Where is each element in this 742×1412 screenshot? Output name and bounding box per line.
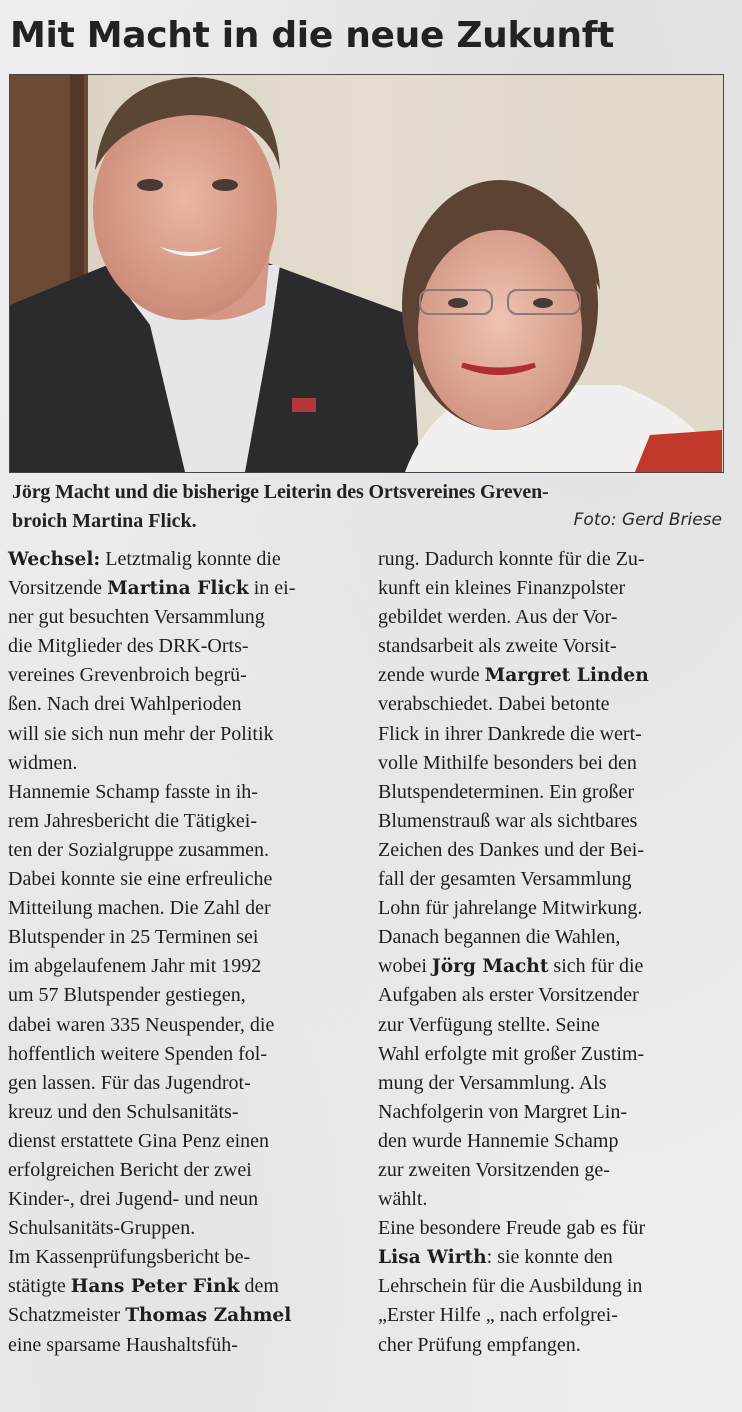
- text-line: ner gut besuchten Versammlung: [8, 606, 265, 629]
- text-line: erfolgreichen Bericht der zwei: [8, 1158, 252, 1181]
- text-line: gen lassen. Für das Jugendrot-: [8, 1071, 251, 1094]
- person-name: Martina Flick: [107, 578, 249, 600]
- text-line: rem Jahresbericht die Tätigkei-: [8, 809, 257, 832]
- text-line: ßen. Nach drei Wahlperioden: [8, 693, 242, 716]
- text-line: wählt.: [378, 1188, 428, 1211]
- text-line: widmen.: [8, 751, 78, 774]
- lead-word: Wechsel:: [8, 549, 101, 570]
- text-line: gebildet werden. Aus der Vor-: [378, 606, 618, 629]
- text-span: wobei: [378, 955, 432, 978]
- text-line: Eine besondere Freude gab es für: [378, 1217, 646, 1240]
- text-line: im abgelaufenem Jahr mit 1992: [8, 955, 262, 978]
- text-line: zur zweiten Vorsitzenden ge-: [378, 1158, 610, 1181]
- text-line: [8, 1301, 358, 1330]
- text-line: verabschiedet. Dabei betonte: [378, 693, 610, 716]
- person-name: Lisa Wirth: [378, 1247, 487, 1269]
- article-column-left: [8, 545, 358, 1360]
- photo-illustration: [10, 75, 723, 472]
- text-line: die Mitglieder des DRK-Orts-: [8, 635, 249, 658]
- text-span: in ei-: [248, 577, 296, 600]
- text-line: kunft ein kleines Finanzpolster: [378, 577, 626, 600]
- text-line: Blutspender in 25 Terminen sei: [8, 926, 259, 949]
- text-line: fall der gesamten Versammlung: [378, 868, 632, 891]
- text-line: den wurde Hannemie Schamp: [378, 1129, 619, 1152]
- person-name: Margret Linden: [484, 665, 649, 687]
- text-line: [8, 545, 358, 574]
- text-line: dabei waren 335 Neuspender, die: [8, 1013, 275, 1036]
- article-column-right: [378, 545, 734, 1360]
- text-line: kreuz und den Schulsanitäts-: [8, 1100, 239, 1123]
- text-span: Letztmalig konnte die: [100, 548, 281, 570]
- text-line: Flick in ihrer Dankrede die wert-: [378, 722, 642, 745]
- text-line: Zeichen des Dankes und der Bei-: [378, 838, 645, 861]
- text-line: will sie sich nun mehr der Politik: [8, 722, 274, 745]
- text-line: Aufgaben als erster Vorsitzender: [378, 984, 639, 1007]
- text-span: Schatzmeister: [8, 1304, 126, 1327]
- text-span: dem: [239, 1275, 279, 1298]
- text-line: eine sparsame Haushaltsfüh-: [8, 1333, 238, 1356]
- text-line: vereines Grevenbroich begrü-: [8, 664, 247, 687]
- text-line: [8, 574, 358, 603]
- text-span: zende wurde: [378, 664, 485, 687]
- text-line: ten der Sozialgruppe zusammen.: [8, 838, 270, 861]
- person-name: Jörg Macht: [431, 956, 549, 978]
- person-name: Hans Peter Fink: [70, 1276, 240, 1298]
- caption-line: Jörg Macht und die bisherige Leiterin des Ortsvereines Greven-: [12, 481, 549, 503]
- text-line: volle Mithilfe besonders bei den: [378, 751, 637, 774]
- text-line: zur Verfügung stellte. Seine: [378, 1013, 600, 1036]
- caption-line: broich Martina Flick.: [12, 510, 197, 533]
- text-span: : sie konnte den: [486, 1246, 613, 1269]
- photo-credit: Foto: Gerd Briese: [573, 510, 722, 530]
- article-photo: [9, 74, 724, 473]
- text-line: dienst erstattete Gina Penz einen: [8, 1129, 270, 1152]
- article-headline: Mit Macht in die neue Zukunft: [10, 15, 615, 56]
- text-line: Kinder-, drei Jugend- und neun: [8, 1188, 259, 1211]
- person-name: Thomas Zahmel: [125, 1305, 292, 1327]
- text-span: sich für die: [548, 955, 644, 978]
- text-line: Nachfolgerin von Margret Lin-: [378, 1100, 627, 1123]
- text-line: Lohn für jahrelange Mitwirkung.: [378, 897, 643, 920]
- text-line: Hannemie Schamp fasste in ih-: [8, 780, 258, 803]
- text-line: rung. Dadurch konnte für die Zu-: [378, 548, 645, 570]
- text-line: Blumenstrauß war als sichtbares: [378, 809, 638, 832]
- text-line: um 57 Blutspender gestiegen,: [8, 984, 246, 1007]
- text-line: Wahl erfolgte mit großer Zustim-: [378, 1042, 645, 1065]
- text-line: [378, 1243, 734, 1272]
- text-span: stätigte: [8, 1275, 71, 1298]
- text-line: [378, 661, 734, 690]
- text-line: mung der Versammlung. Als: [378, 1071, 607, 1094]
- text-line: Lehrschein für die Ausbildung in: [378, 1275, 643, 1298]
- text-line: [8, 1272, 358, 1301]
- text-line: [378, 952, 734, 981]
- text-line: hoffentlich weitere Spenden fol-: [8, 1042, 267, 1065]
- text-line: Danach begannen die Wahlen,: [378, 926, 621, 949]
- text-line: Dabei konnte sie eine erfreuliche: [8, 868, 273, 891]
- text-line: Schulsanitäts-Gruppen.: [8, 1217, 196, 1240]
- text-line: Mitteilung machen. Die Zahl der: [8, 897, 271, 920]
- text-line: Im Kassenprüfungsbericht be-: [8, 1246, 251, 1269]
- text-span: Vorsitzende: [8, 577, 108, 600]
- text-line: cher Prüfung empfangen.: [378, 1333, 581, 1356]
- text-line: Blutspendeterminen. Ein großer: [378, 780, 635, 803]
- text-line: standsarbeit als zweite Vorsit-: [378, 635, 617, 658]
- text-line: „Erster Hilfe „ nach erfolgrei-: [378, 1304, 618, 1327]
